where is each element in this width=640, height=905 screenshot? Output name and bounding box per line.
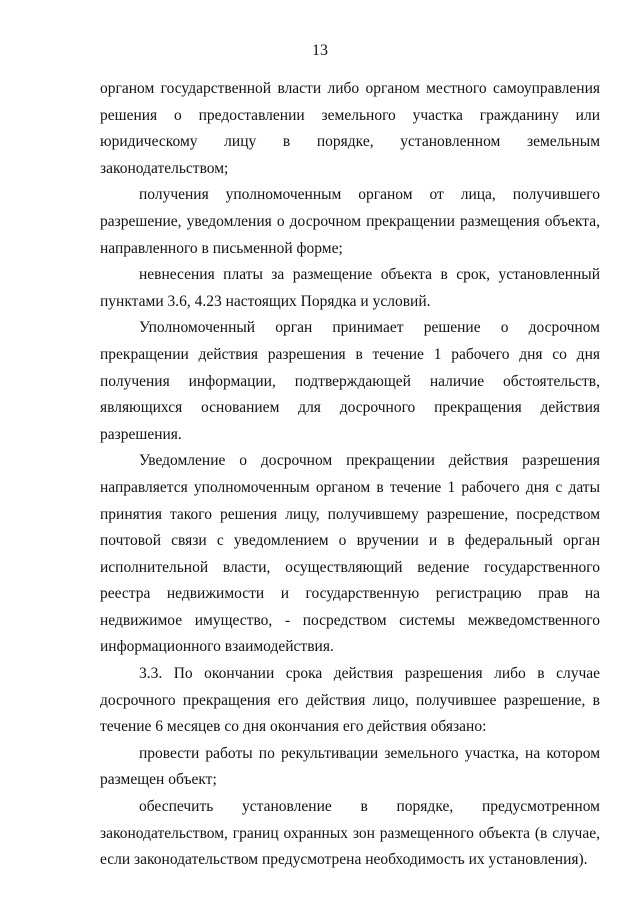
paragraph-clause-3-3: 3.3. По окончании срока действия разрешения либо в случае досрочного прекращения его действия лицо, получившее разрешение, в течение 6 месяцев со дня окончания его действия обязано: [100, 665, 600, 736]
paragraph: Уведомление о досрочном прекращении действия разрешения направляется уполномоченным органом в течение 1 рабочего дня с даты принятия такого решения лицу, получившему разрешение, посредством почтовой связи с уведомлением о вручении и в федеральный орган исполнительной власти, осуществляющий ведение государственного реестра недвижимости и государственную регистрацию прав на недвижимое имущество, - посредством системы межведомственного информационного взаимодействия. [100, 452, 600, 656]
page-number: 13 [312, 42, 328, 59]
document-body [100, 76, 600, 874]
paragraph: невнесения платы за размещение объекта в срок, установленный пунктами 3.6, 4.23 настоящих Порядка и условий. [100, 266, 600, 310]
paragraph: обеспечить установление в порядке, предусмотренном законодательством, границ охранных зон размещенного объекта (в случае, если законодательством предусмотрена необходимость их установления). [100, 798, 600, 869]
paragraph: провести работы по рекультивации земельного участка, на котором размещен объект; [100, 744, 600, 789]
paragraph-continuation: органом государственной власти либо органом местного самоуправления решения о предоставлении земельного участка гражданину или юридическому лицу в порядке, установленном земельным законодательством; [100, 80, 600, 177]
paragraph: получения уполномоченным органом от лица, получившего разрешение, уведомления о досрочном прекращении размещения объекта, направленного в письменной форме; [100, 186, 600, 257]
paragraph: Уполномоченный орган принимает решение о досрочном прекращении действия разрешения в течение 1 рабочего дня со дня получения информации, подтверждающей наличие обстоятельств, являющихся основанием для досрочного прекращения действия разрешения. [100, 319, 600, 443]
